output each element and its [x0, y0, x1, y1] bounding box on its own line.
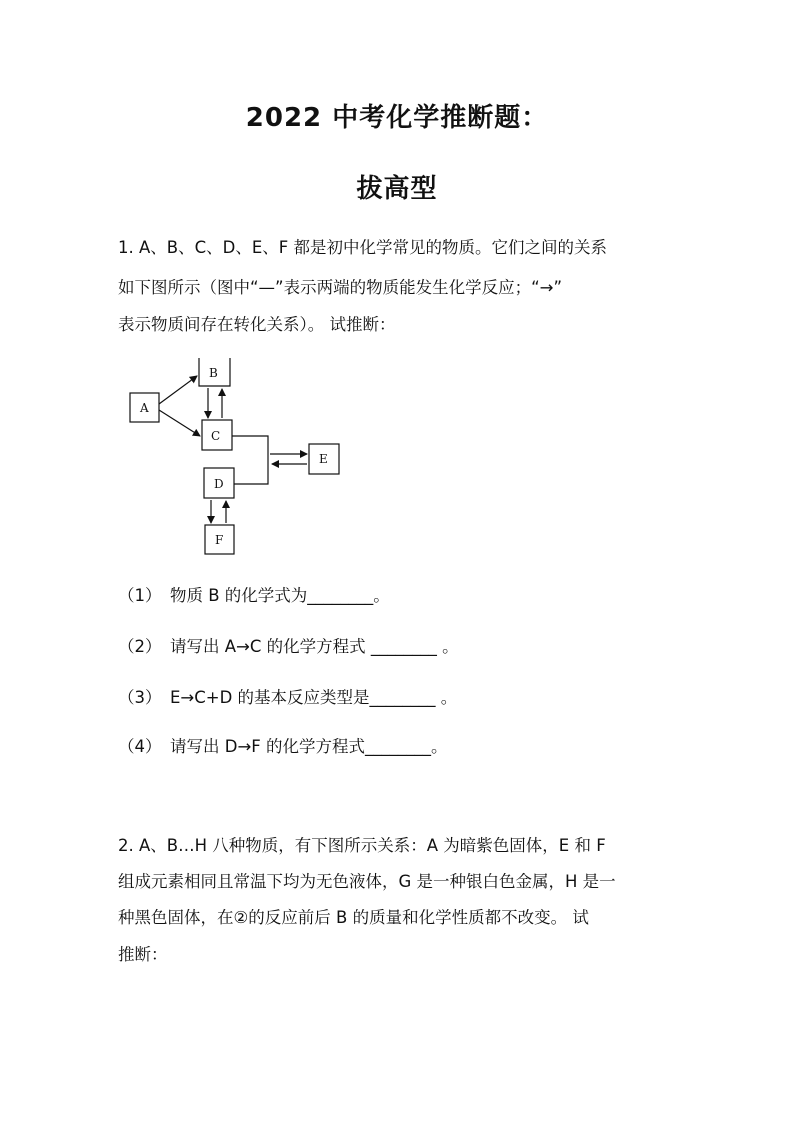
q1-intro-line-3: 表示物质间存在转化关系）。 试推断：	[118, 315, 396, 334]
node-label-b: B	[209, 366, 218, 380]
q1-sub-4	[118, 737, 448, 757]
q2-intro-line-1: 2. A、B…H 八种物质，有下图所示关系：A 为暗紫色固体，E 和 F	[118, 836, 606, 855]
q1-sub-2	[118, 637, 459, 657]
node-label-d: D	[214, 477, 224, 491]
q1-sub-3	[118, 688, 457, 708]
page-subtitle: 拔高型	[356, 174, 438, 204]
sub-number: （2）	[118, 637, 162, 656]
node-label-a: A	[140, 401, 149, 415]
q2-intro-line-2: 组成元素相同且常温下均为无色液体，G 是一种银白色金属，H 是一	[118, 872, 616, 891]
arrow-a-to-b	[159, 376, 197, 404]
bracket-c-d	[232, 436, 268, 484]
q2-intro-line-3: 种黑色固体，在②的反应前后 B 的质量和化学性质都不改变。 试	[118, 908, 589, 927]
sub-text: 请写出 D→F 的化学方程式________。	[170, 737, 448, 756]
q1-intro-line-1: 1. A、B、C、D、E、F 都是初中化学常见的物质。它们之间的关系	[118, 238, 607, 257]
sub-text: E→C+D 的基本反应类型是________ 。	[170, 688, 458, 707]
arrow-a-to-c	[159, 410, 200, 436]
q2-intro-line-4: 推断：	[118, 945, 168, 964]
page-title: 2022 中考化学推断题：	[245, 103, 549, 133]
sub-number: （3）	[118, 688, 162, 707]
sub-text: 物质 B 的化学式为________。	[170, 586, 390, 605]
q1-intro-line-2: 如下图所示（图中“—”表示两端的物质能发生化学反应；“→”	[118, 278, 563, 297]
sub-number: （4）	[118, 737, 162, 756]
q1-sub-1	[118, 586, 390, 606]
node-label-e: E	[319, 452, 328, 466]
node-label-f: F	[215, 533, 224, 547]
node-label-c: C	[211, 429, 221, 443]
sub-number: （1）	[118, 586, 162, 605]
sub-text: 请写出 A→C 的化学方程式 ________ 。	[170, 637, 459, 656]
